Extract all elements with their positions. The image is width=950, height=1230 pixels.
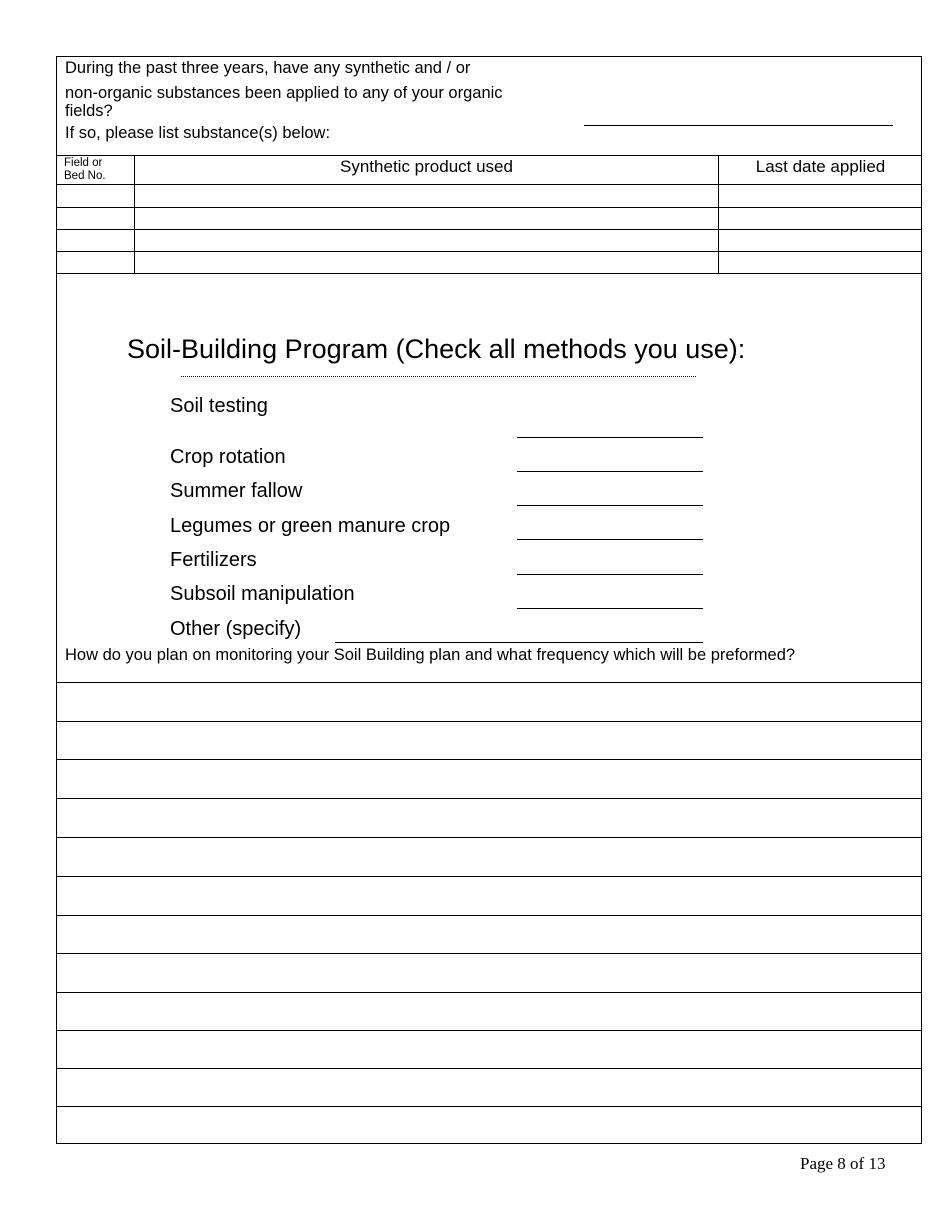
product-cell[interactable] [135,208,718,229]
question-line-3: fields? [65,102,113,120]
other-specify-label: Other (specify) [170,618,302,640]
monitoring-question: How do you plan on monitoring your Soil Building plan and what frequency which will be preformed? [65,646,796,664]
date-cell[interactable] [719,252,921,273]
field-cell[interactable] [57,208,134,229]
synthetic-question [65,57,503,145]
soil-testing-check-blank[interactable] [517,437,703,438]
subsoil-check-blank[interactable] [517,608,703,609]
date-header: Last date applied [755,157,886,176]
summer-fallow-check-blank[interactable] [517,505,703,506]
field-header-line-1: Field or [64,157,103,169]
title-dotted-rule [181,376,696,377]
question-line-1: During the past three years, have any synthetic and / or [65,59,471,77]
summer-fallow-label: Summer fallow [170,480,303,502]
product-cell[interactable] [135,252,718,273]
page-number: Page 8 of 13 [800,1154,886,1173]
soil-testing-label: Soil testing [170,395,268,417]
other-specify-blank[interactable] [335,642,703,643]
date-cell[interactable] [719,208,921,229]
product-cell[interactable] [135,185,718,207]
product-cell[interactable] [135,230,718,251]
soil-building-title: Soil-Building Program (Check all methods you use): [127,334,746,364]
field-bed-header [64,157,106,183]
legumes-check-blank[interactable] [517,539,703,540]
question-line-4: If so, please list substance(s) below: [65,124,331,142]
field-cell[interactable] [57,185,134,207]
field-header-line-2: Bed No. [64,170,106,182]
field-cell[interactable] [57,252,134,273]
fertilizers-check-blank[interactable] [517,574,703,575]
table-top-border [56,155,922,156]
synthetic-answer-blank[interactable] [584,125,893,126]
subsoil-label: Subsoil manipulation [170,583,355,605]
monitoring-answer-area[interactable] [57,683,921,1143]
question-line-2: non-organic substances been applied to any of your organic [65,84,503,102]
field-cell[interactable] [57,230,134,251]
fertilizers-label: Fertilizers [170,549,257,571]
legumes-label: Legumes or green manure crop [170,515,451,537]
crop-rotation-check-blank[interactable] [517,471,703,472]
crop-rotation-label: Crop rotation [170,446,286,468]
date-cell[interactable] [719,185,921,207]
table-bottom-border [56,273,922,274]
product-header: Synthetic product used [340,157,513,176]
date-cell[interactable] [719,230,921,251]
